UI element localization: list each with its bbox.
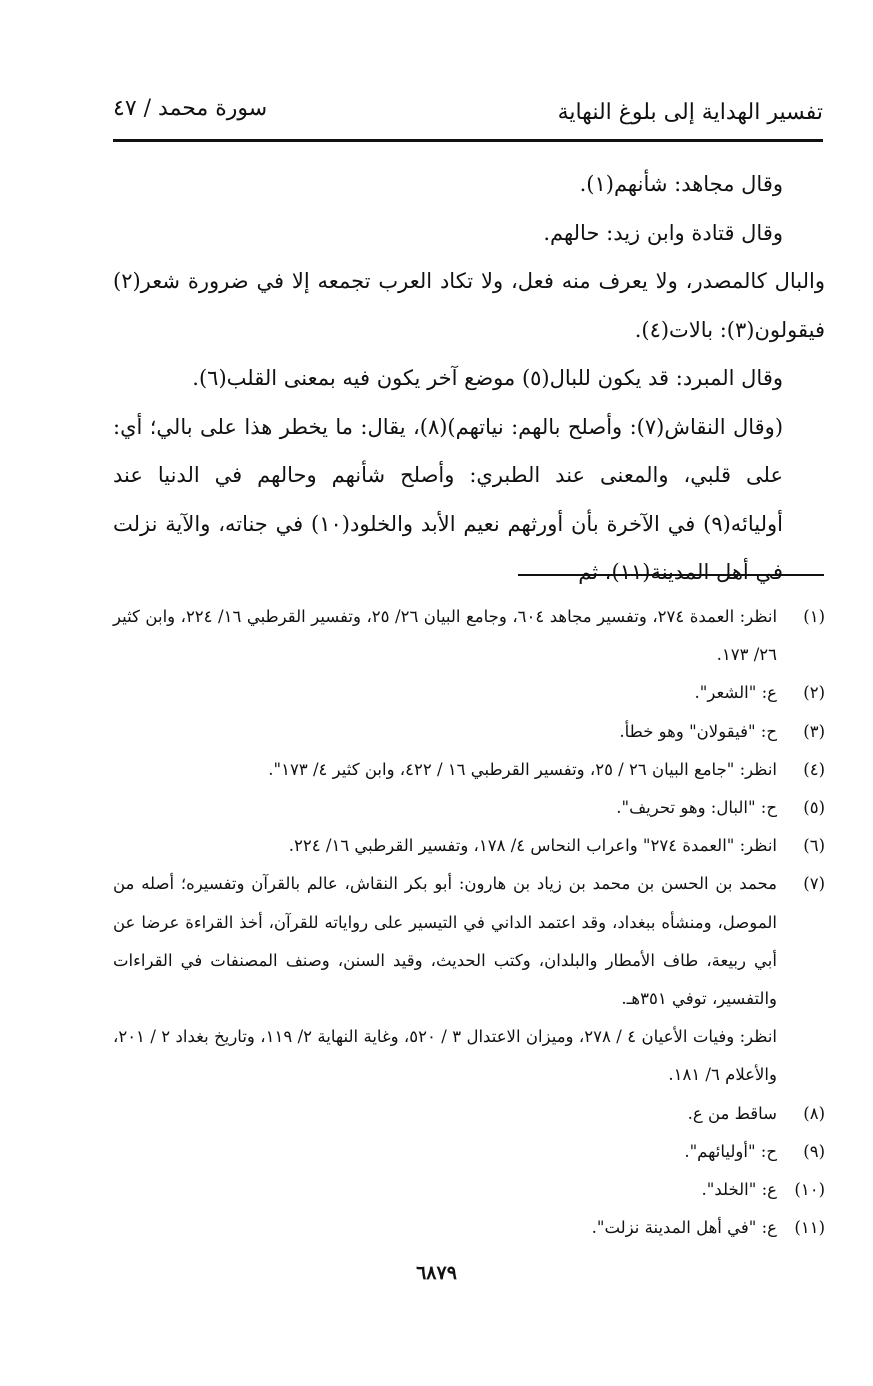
footnote-number: (٥) bbox=[803, 798, 825, 818]
footnote-text: انظر: العمدة ٢٧٤، وتفسير مجاهد ٦٠٤، وجامع البيان ٢٦/ ٢٥، وتفسير القرطبي ١٦/ ٢٢٤، وابن كثير ٢٦/ ١٧٣. bbox=[113, 607, 778, 665]
footnote-text: ع: "الشعر". bbox=[694, 683, 777, 703]
footnote-item bbox=[113, 1209, 825, 1247]
footnote-text: ح: "أوليائهم". bbox=[684, 1141, 777, 1161]
footnote-text: انظر: "العمدة ٢٧٤" واعراب النحاس ٤/ ١٧٨، وتفسير القرطبي ١٦/ ٢٢٤. bbox=[288, 836, 777, 856]
footnote-text: ح: "فيقولان" وهو خطأ. bbox=[619, 721, 777, 741]
running-header bbox=[113, 92, 823, 140]
footnote-item bbox=[113, 789, 825, 827]
footnote-number: (٤) bbox=[803, 759, 825, 779]
page-number: ٦٨٧٩ bbox=[416, 1262, 457, 1284]
footnote-number: (٢) bbox=[803, 683, 825, 703]
footnote-number: (٣) bbox=[803, 721, 825, 741]
main-text bbox=[113, 160, 825, 597]
footnote-item bbox=[113, 1133, 825, 1171]
footnote-rule bbox=[518, 574, 824, 576]
surah-label: سورة محمد / ٤٧ bbox=[113, 96, 268, 121]
header-rule bbox=[113, 139, 823, 142]
paragraph-naqqash: (وقال النقاش(٧): وأصلح بالهم: نياتهم)(٨)، يقال: ما يخطر هذا على بالي؛ أي: على قلبي، والمعنى عند الطبري: وأصلح شأنهم وحالهم في الدنيا عند أوليائه(٩) في الآخرة بأن أورثهم نعيم الأبد والخلود(١٠) في جناته، والآية نزلت في أهل المدينة(١١)، ثم bbox=[113, 414, 784, 584]
footnote-text: ع: "الخلد". bbox=[701, 1180, 777, 1200]
footnote-item bbox=[113, 1095, 825, 1133]
footnote-item bbox=[113, 713, 825, 751]
footnote-number: (٧) bbox=[803, 874, 825, 894]
footnote-text: محمد بن الحسن بن محمد بن زياد بن هارون: أبو بكر النقاش، عالم بالقرآن وتفسيره؛ أصله من الموصل، ومنشأه ببغداد، وقد اعتمد الداني في التيسير على رواياته للقرآن، أخذ القراءة عرضا عن أبي ربيعة، طاف الأمطار والبلدان، وكتب الحديث، وقيد السنن، وصنف المصنفات في القراءات والتفسير، توفي ٣٥١هـ. bbox=[113, 874, 777, 1009]
footnote-number: (٩) bbox=[803, 1141, 825, 1161]
book-title: تفسير الهداية إلى بلوغ النهاية bbox=[557, 100, 823, 125]
footnote-number: (١٠) bbox=[794, 1180, 825, 1200]
footnote-item bbox=[113, 674, 825, 712]
footnote-text: انظر: "جامع البيان ٢٦ / ٢٥، وتفسير القرطبي ١٦ / ٤٢٢، وابن كثير ٤/ ١٧٣". bbox=[268, 759, 777, 779]
footnote-number: (٦) bbox=[803, 836, 825, 856]
footnote-text: ع: "في أهل المدينة نزلت". bbox=[591, 1218, 777, 1238]
footnote-number: (١١) bbox=[794, 1218, 825, 1238]
footnote-item bbox=[113, 751, 825, 789]
footnote-number: (٨) bbox=[803, 1103, 825, 1123]
footnote-item bbox=[113, 865, 825, 1018]
footnote-text: ح: "البال: وهو تحريف". bbox=[616, 798, 777, 818]
paragraph-mujahid: وقال مجاهد: شأنهم(١). bbox=[579, 172, 783, 196]
footnotes bbox=[113, 598, 825, 1247]
paragraph-qatada: وقال قتادة وابن زيد: حالهم. bbox=[543, 220, 783, 245]
paragraph-bal: والبال كالمصدر، ولا يعرف منه فعل، ولا تكاد العرب تجمعه إلا في ضرورة شعر(٢) فيقولون(٣): بالات(٤). bbox=[113, 269, 825, 342]
footnote-item bbox=[113, 598, 825, 674]
footnote-number: (١) bbox=[803, 607, 825, 626]
footnote-item bbox=[113, 1171, 825, 1209]
footnote-item bbox=[113, 827, 825, 865]
paragraph-mubarrad: وقال المبرد: قد يكون للبال(٥) موضع آخر يكون فيه بمعنى القلب(٦). bbox=[192, 366, 783, 390]
footnote-text: ساقط من ع. bbox=[687, 1103, 777, 1123]
footnote-sources: انظر: وفيات الأعيان ٤ / ٢٧٨، وميزان الاعتدال ٣ / ٥٢٠، وغاية النهاية ٢/ ١١٩، وتاريخ بغداد ٢ / ٢٠١، والأعلام ٦/ ١٨١. bbox=[113, 1027, 777, 1085]
